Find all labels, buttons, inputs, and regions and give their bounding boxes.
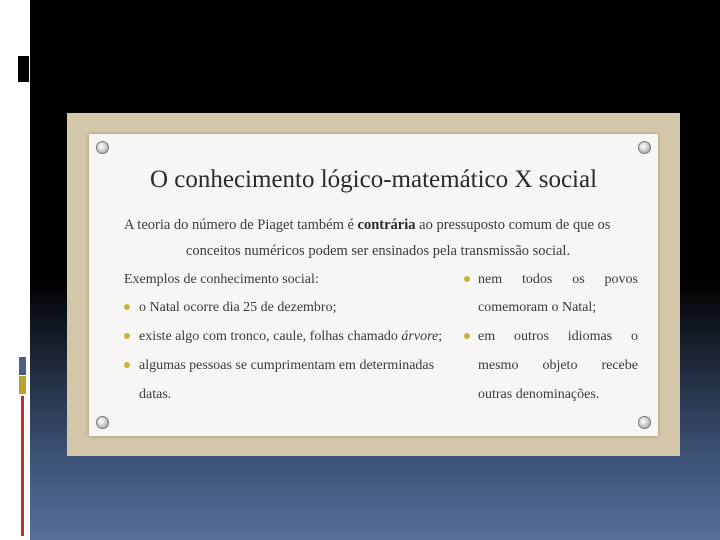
decoration-black-block — [18, 56, 29, 82]
list-item — [464, 266, 639, 293]
list-item-continuation — [464, 351, 639, 380]
bullet-icon — [124, 304, 130, 310]
word: todos — [521, 272, 553, 287]
list-item-continuation — [464, 293, 639, 322]
list-item — [464, 322, 639, 351]
bullet-icon — [124, 333, 130, 339]
intro-text: A teoria do número de Piaget também é — [124, 217, 358, 233]
list-item — [124, 293, 464, 322]
list-item-text — [478, 322, 638, 351]
intro-text: ao pressuposto comum de que os — [415, 217, 611, 233]
bullet-icon — [464, 333, 470, 339]
list-item-text — [478, 266, 638, 293]
word: nem — [478, 272, 503, 287]
word: comemoram o Natal; — [478, 300, 597, 315]
word: recebe — [601, 358, 638, 373]
list-item — [124, 351, 464, 380]
decoration-red-bar — [21, 396, 24, 536]
pin-icon — [638, 416, 651, 429]
word: mesmo — [478, 358, 519, 373]
list-item-text — [478, 351, 638, 380]
word: objeto — [542, 358, 578, 373]
word: os — [572, 272, 585, 287]
intro-line-1 — [124, 212, 632, 238]
word: idiomas — [567, 329, 613, 344]
pin-icon — [96, 141, 109, 154]
slide-title: O conhecimento lógico-matemático X social — [149, 166, 598, 193]
bullet-icon — [464, 276, 470, 282]
word: o — [630, 329, 638, 344]
intro-line-2: conceitos numéricos podem ser ensinados pela transmissão social. — [185, 243, 571, 259]
examples-heading: Exemplos de conhecimento social: — [124, 272, 319, 287]
right-column — [464, 266, 639, 409]
left-column — [124, 266, 464, 409]
word: em — [478, 329, 496, 344]
pinned-card — [89, 134, 658, 436]
slide-image — [67, 113, 680, 456]
pin-icon — [638, 141, 651, 154]
pin-icon — [96, 416, 109, 429]
word: outros — [513, 329, 549, 344]
list-item-text: o Natal ocorre dia 25 de dezembro; — [139, 300, 337, 315]
emphasis-word: árvore — [401, 329, 439, 344]
list-item-continuation: datas. — [139, 387, 172, 402]
word: outras denominações. — [478, 387, 600, 402]
bullet-icon — [124, 362, 130, 368]
list-item-continuation — [464, 380, 639, 409]
word: povos — [604, 272, 638, 287]
list-item-text: algumas pessoas se cumprimentam em determinadas — [139, 358, 435, 373]
decoration-blue-square — [19, 357, 26, 375]
list-item — [124, 322, 464, 351]
list-item-text: existe algo com tronco, caule, folhas chamado árvore; — [139, 329, 443, 344]
intro-paragraph — [124, 212, 632, 264]
decoration-gold-square — [19, 376, 26, 394]
intro-bold: contrária — [357, 217, 416, 233]
